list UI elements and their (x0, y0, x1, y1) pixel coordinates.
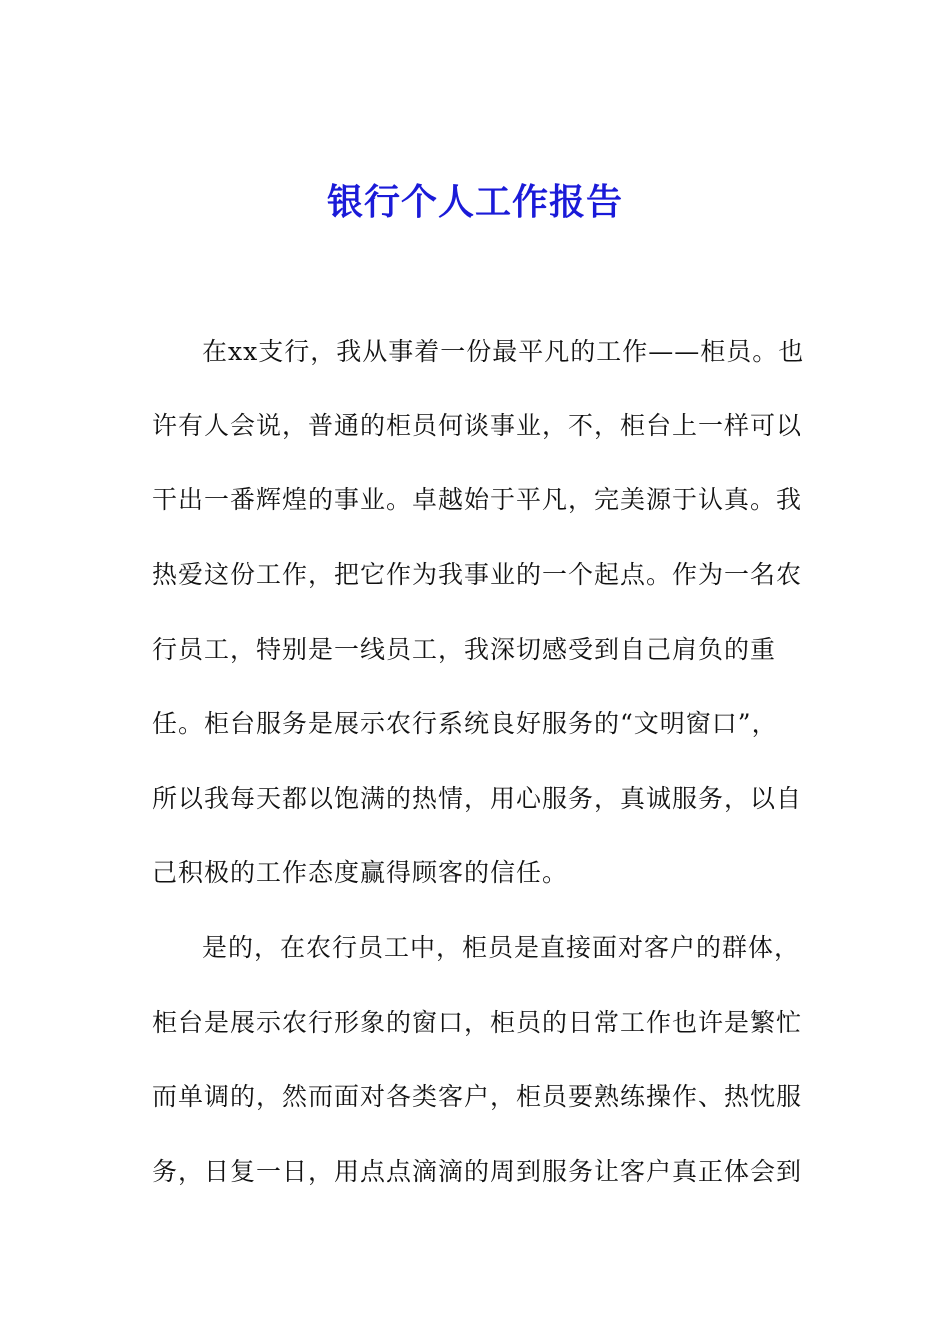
paragraph-1-line-6: 任。柜台服务是展示农行系统良好服务的“文明窗口”， (152, 709, 778, 738)
document-title: 银行个人工作报告 (326, 181, 623, 223)
paragraph-1-line-7: 所以我每天都以饱满的热情，用心服务，真诚服务，以自 (152, 784, 803, 813)
paragraph-1-line-3: 干出一番辉煌的事业。卓越始于平凡，完美源于认真。我 (152, 485, 803, 514)
paragraph-1-line-8: 己积极的工作态度赢得顾客的信任。 (152, 858, 569, 887)
paragraph-2-line-4: 务，日复一日，用点点滴滴的周到服务让客户真正体会到 (152, 1157, 803, 1186)
paragraph-2-line-1: 是的，在农行员工中，柜员是直接面对客户的群体， (202, 933, 801, 962)
paragraph-2-line-3: 而单调的，然而面对各类客户，柜员要熟练操作、热忱服 (152, 1082, 803, 1111)
paragraph-1-line-1: 在xx支行，我从事着一份最平凡的工作——柜员。也 (202, 337, 805, 366)
paragraph-1-line-4: 热爱这份工作，把它作为我事业的一个起点。作为一名农 (152, 560, 803, 589)
paragraph-2-line-2: 柜台是展示农行形象的窗口，柜员的日常工作也许是繁忙 (152, 1008, 803, 1037)
paragraph-1-line-5: 行员工，特别是一线员工，我深切感受到自己肩负的重 (152, 635, 777, 664)
paragraph-1-line-2: 许有人会说，普通的柜员何谈事业，不，柜台上一样可以 (152, 411, 803, 440)
